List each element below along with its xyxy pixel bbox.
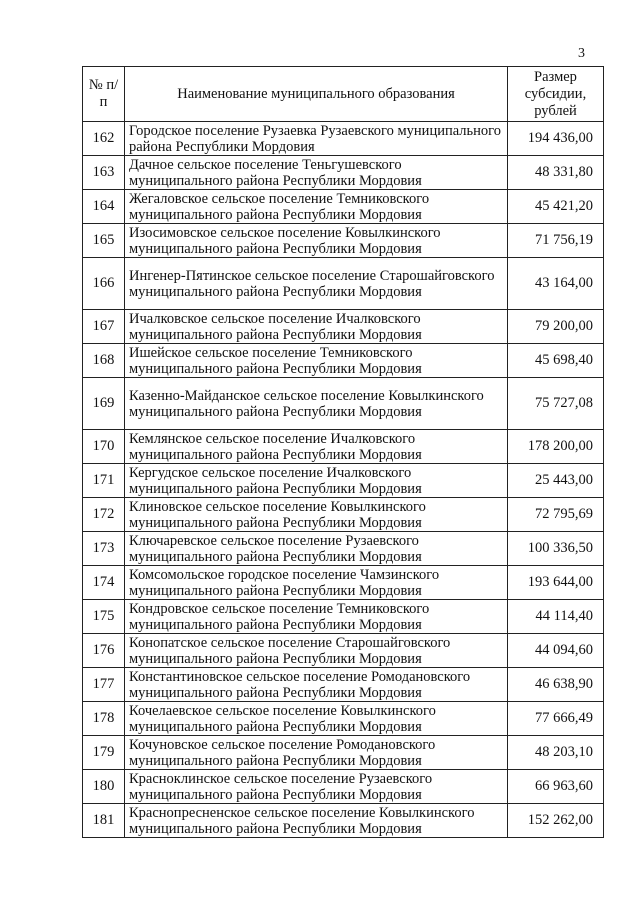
header-num: № п/п — [83, 67, 125, 122]
subsidy-amount-cell: 25 443,00 — [508, 464, 604, 498]
subsidy-amount-cell: 66 963,60 — [508, 770, 604, 804]
table-row — [83, 378, 604, 430]
row-number-cell: 180 — [83, 770, 125, 804]
table-row — [83, 224, 604, 258]
table-row — [83, 566, 604, 600]
municipality-name-cell: Краснопресненское сельское поселение Ковылкинского муниципального района Республики Мордовия — [125, 804, 508, 838]
row-number-cell: 165 — [83, 224, 125, 258]
table-row — [83, 532, 604, 566]
header-sum: Размер субсидии, рублей — [508, 67, 604, 122]
header-name: Наименование муниципального образования — [125, 67, 508, 122]
row-number-cell: 181 — [83, 804, 125, 838]
table-row — [83, 344, 604, 378]
page-number: 3 — [578, 46, 585, 61]
row-number-cell: 175 — [83, 600, 125, 634]
subsidy-amount-cell: 45 421,20 — [508, 190, 604, 224]
row-number-cell: 164 — [83, 190, 125, 224]
table-row — [83, 498, 604, 532]
municipality-name-cell: Кондровское сельское поселение Темниковского муниципального района Республики Мордовия — [125, 600, 508, 634]
municipality-name-cell: Ингенер-Пятинское сельское поселение Старошайговского муниципального района Республики Мордовия — [125, 258, 508, 310]
subsidy-table — [82, 66, 604, 838]
subsidy-amount-cell: 193 644,00 — [508, 566, 604, 600]
table-row — [83, 804, 604, 838]
municipality-name-cell: Ичалковское сельское поселение Ичалковского муниципального района Республики Мордовия — [125, 310, 508, 344]
table-row — [83, 258, 604, 310]
municipality-name-cell: Жегаловское сельское поселение Темниковского муниципального района Республики Мордовия — [125, 190, 508, 224]
subsidy-amount-cell: 71 756,19 — [508, 224, 604, 258]
municipality-name-cell: Кергудское сельское поселение Ичалковского муниципального района Республики Мордовия — [125, 464, 508, 498]
municipality-name-cell: Красноклинское сельское поселение Рузаевского муниципального района Республики Мордовия — [125, 770, 508, 804]
row-number-cell: 168 — [83, 344, 125, 378]
table-body — [83, 122, 604, 838]
table-row — [83, 668, 604, 702]
row-number-cell: 171 — [83, 464, 125, 498]
subsidy-amount-cell: 77 666,49 — [508, 702, 604, 736]
row-number-cell: 169 — [83, 378, 125, 430]
municipality-name-cell: Комсомольское городское поселение Чамзинского муниципального района Республики Мордовия — [125, 566, 508, 600]
row-number-cell: 174 — [83, 566, 125, 600]
municipality-name-cell: Кочуновское сельское поселение Ромодановского муниципального района Республики Мордовия — [125, 736, 508, 770]
subsidy-amount-cell: 48 203,10 — [508, 736, 604, 770]
row-number-cell: 176 — [83, 634, 125, 668]
subsidy-amount-cell: 44 114,40 — [508, 600, 604, 634]
municipality-name-cell: Ишейское сельское поселение Темниковского муниципального района Республики Мордовия — [125, 344, 508, 378]
table-row — [83, 736, 604, 770]
subsidy-amount-cell: 100 336,50 — [508, 532, 604, 566]
table-row — [83, 600, 604, 634]
subsidy-amount-cell: 194 436,00 — [508, 122, 604, 156]
subsidy-amount-cell: 43 164,00 — [508, 258, 604, 310]
table-row — [83, 634, 604, 668]
row-number-cell: 173 — [83, 532, 125, 566]
municipality-name-cell: Конопатское сельское поселение Старошайговского муниципального района Республики Мордовия — [125, 634, 508, 668]
table-row — [83, 190, 604, 224]
table-row — [83, 430, 604, 464]
subsidy-amount-cell: 178 200,00 — [508, 430, 604, 464]
row-number-cell: 170 — [83, 430, 125, 464]
subsidy-amount-cell: 72 795,69 — [508, 498, 604, 532]
table-header-row — [83, 67, 604, 122]
row-number-cell: 179 — [83, 736, 125, 770]
row-number-cell: 167 — [83, 310, 125, 344]
row-number-cell: 166 — [83, 258, 125, 310]
table-row — [83, 122, 604, 156]
subsidy-amount-cell: 75 727,08 — [508, 378, 604, 430]
table-row — [83, 310, 604, 344]
municipality-name-cell: Изосимовское сельское поселение Ковылкинского муниципального района Республики Мордовия — [125, 224, 508, 258]
row-number-cell: 172 — [83, 498, 125, 532]
subsidy-amount-cell: 44 094,60 — [508, 634, 604, 668]
municipality-name-cell: Клиновское сельское поселение Ковылкинского муниципального района Республики Мордовия — [125, 498, 508, 532]
table-row — [83, 464, 604, 498]
municipality-name-cell: Казенно-Майданское сельское поселение Ковылкинского муниципального района Республики Мордовия — [125, 378, 508, 430]
municipality-name-cell: Константиновское сельское поселение Ромодановского муниципального района Республики Мордовия — [125, 668, 508, 702]
table-row — [83, 702, 604, 736]
row-number-cell: 162 — [83, 122, 125, 156]
row-number-cell: 163 — [83, 156, 125, 190]
table-row — [83, 770, 604, 804]
subsidy-amount-cell: 45 698,40 — [508, 344, 604, 378]
row-number-cell: 178 — [83, 702, 125, 736]
row-number-cell: 177 — [83, 668, 125, 702]
subsidy-amount-cell: 79 200,00 — [508, 310, 604, 344]
subsidy-amount-cell: 152 262,00 — [508, 804, 604, 838]
municipality-name-cell: Дачное сельское поселение Теньгушевского муниципального района Республики Мордовия — [125, 156, 508, 190]
table-row — [83, 156, 604, 190]
municipality-name-cell: Ключаревское сельское поселение Рузаевского муниципального района Республики Мордовия — [125, 532, 508, 566]
municipality-name-cell: Городское поселение Рузаевка Рузаевского муниципального района Республики Мордовия — [125, 122, 508, 156]
municipality-name-cell: Кочелаевское сельское поселение Ковылкинского муниципального района Республики Мордовия — [125, 702, 508, 736]
subsidy-amount-cell: 48 331,80 — [508, 156, 604, 190]
municipality-name-cell: Кемлянское сельское поселение Ичалковского муниципального района Республики Мордовия — [125, 430, 508, 464]
subsidy-amount-cell: 46 638,90 — [508, 668, 604, 702]
